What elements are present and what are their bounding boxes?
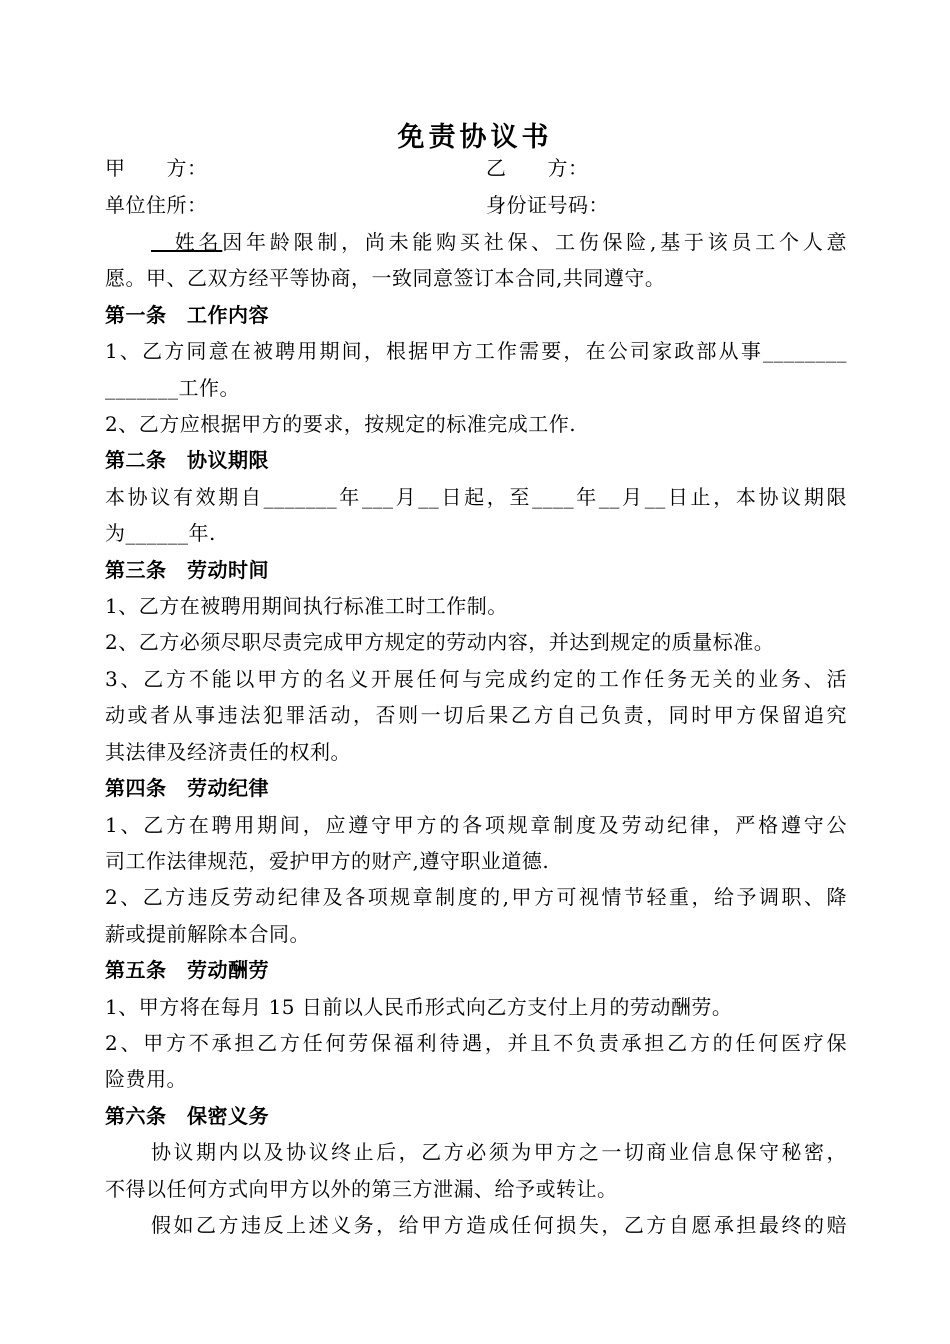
article-6-line-3: 假如乙方违反上述义务，给甲方造成任何损失，乙方自愿承担最终的赔 — [151, 1213, 847, 1237]
article-3-line-2: 2、乙方必须尽职尽责完成甲方规定的劳动内容，并达到规定的质量标准。 — [105, 630, 775, 654]
article-3-line-4: 动或者从事违法犯罪活动，否则一切后果乙方自己负责，同时甲方保留追究 — [105, 703, 847, 727]
article-5-line-1: 1、甲方将在每月 15 日前以人民币形式向乙方支付上月的劳动酬劳。 — [105, 995, 733, 1019]
article-4-line-4: 薪或提前解除本合同。 — [105, 922, 310, 946]
document-title: 免责协议书 — [397, 122, 553, 153]
article-5-line-3: 险费用。 — [105, 1067, 187, 1091]
article-3-heading: 第三条 劳动时间 — [105, 558, 269, 582]
article-4-line-1: 1、乙方在聘用期间，应遵守甲方的各项规章制度及劳动纪律，严格遵守公 — [105, 813, 847, 837]
article-6-heading: 第六条 保密义务 — [105, 1104, 269, 1128]
party-a-label: 甲 方： — [105, 156, 208, 180]
article-2-heading: 第二条 协议期限 — [105, 448, 269, 472]
article-3-line-5: 其法律及经济责任的权利。 — [105, 740, 351, 764]
article-4-line-2: 司工作法律规范，爱护甲方的财产,遵守职业道德. — [105, 849, 550, 873]
article-5-line-2: 2、甲方不承担乙方任何劳保福利待遇，并且不负责承担乙方的任何医疗保 — [105, 1031, 847, 1055]
article-3-line-1: 1、乙方在被聘用期间执行标准工时工作制。 — [105, 594, 508, 618]
article-1-line-3: 2、乙方应根据甲方的要求，按规定的标准完成工作. — [105, 412, 577, 436]
address-label: 单位住所： — [105, 193, 208, 217]
article-1-line-2: _______工作。 — [105, 376, 240, 400]
article-6-line-1: 协议期内以及协议终止后，乙方必须为甲方之一切商业信息保守秘密， — [151, 1140, 847, 1164]
article-2-line-2: 为______年. — [105, 521, 216, 545]
article-1-line-1: 1、乙方同意在被聘用期间，根据甲方工作需要，在公司家政部从事________ — [105, 339, 847, 363]
id-number-label: 身份证号码： — [486, 193, 609, 217]
intro-line-2: 愿。甲、乙双方经平等协商，一致同意签订本合同,共同遵守。 — [105, 266, 666, 290]
article-4-heading: 第四条 劳动纪律 — [105, 776, 269, 800]
article-5-heading: 第五条 劳动酬劳 — [105, 958, 269, 982]
party-b-label: 乙 方： — [486, 156, 589, 180]
article-3-line-3: 3、乙方不能以甲方的名义开展任何与完成约定的工作任务无关的业务、活 — [105, 667, 847, 691]
article-6-line-2: 不得以任何方式向甲方以外的第三方泄漏、给予或转让。 — [105, 1177, 618, 1201]
article-2-line-1: 本协议有效期自_______年___月__日起，至____年__月__日止，本协议期限 — [105, 485, 847, 509]
intro-line-1 — [105, 229, 847, 255]
name-placeholder: 姓名 — [151, 230, 223, 254]
article-1-heading: 第一条 工作内容 — [105, 303, 269, 327]
article-4-line-3: 2、乙方违反劳动纪律及各项规章制度的,甲方可视情节轻重，给予调职、降 — [105, 885, 847, 909]
intro-line-1-text: 因年龄限制，尚未能购买社保、工伤保险,基于该员工个人意 — [222, 230, 848, 254]
